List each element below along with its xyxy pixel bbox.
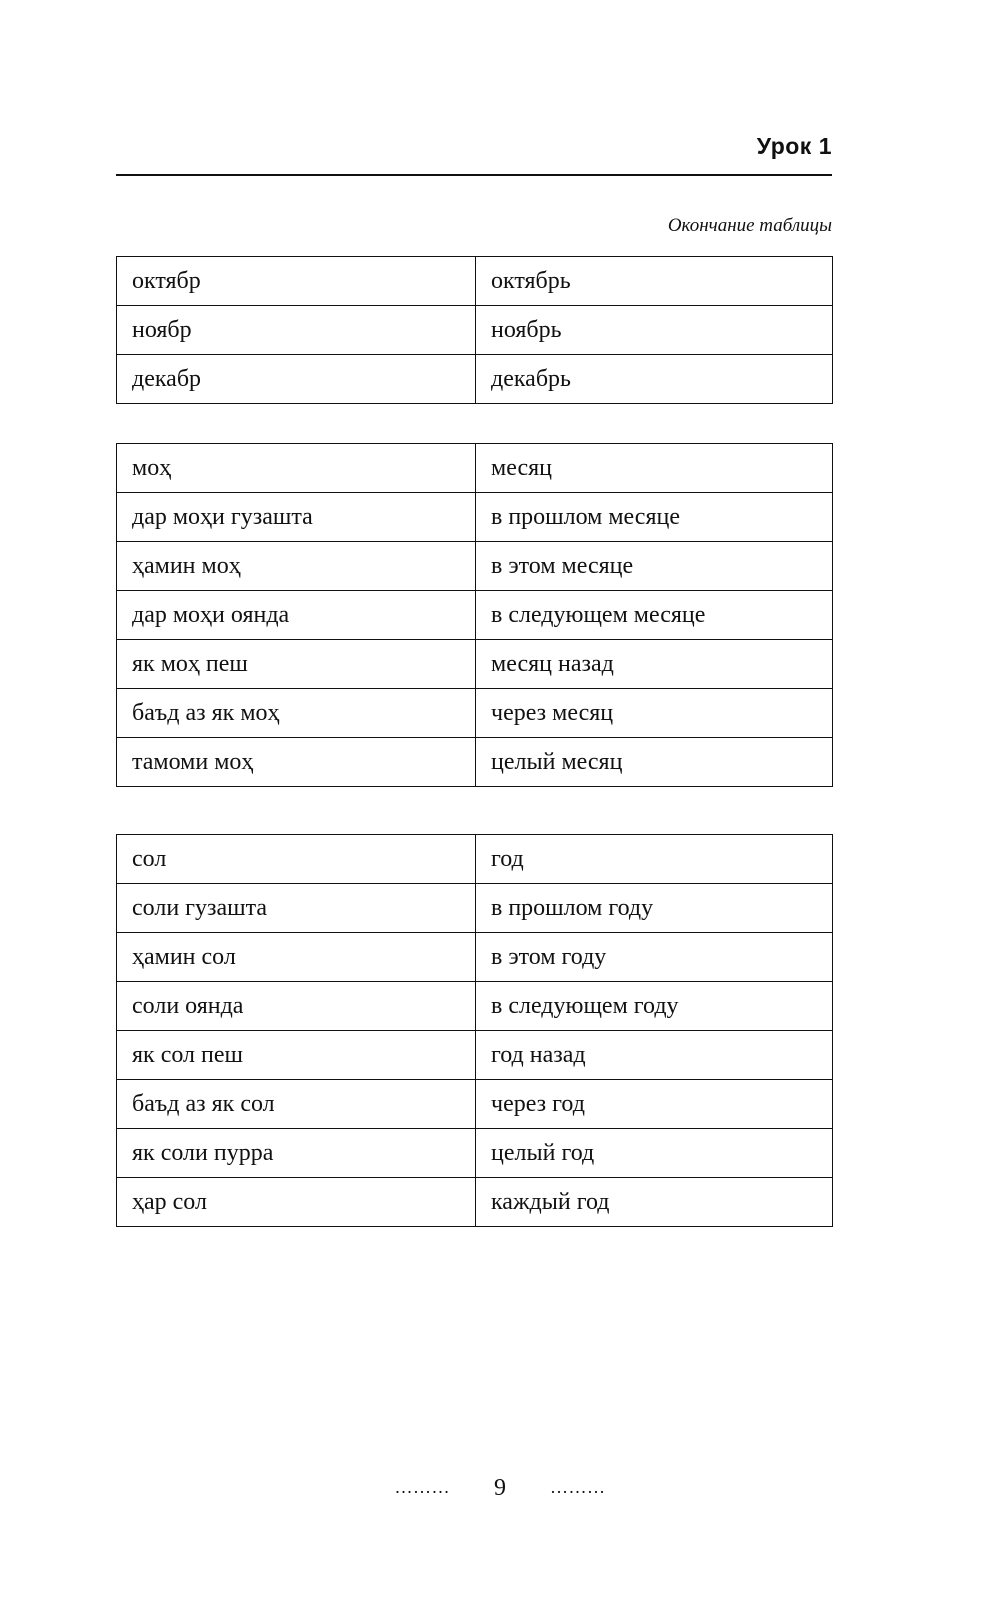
russian-translation: через месяц bbox=[476, 689, 833, 738]
table-row bbox=[117, 982, 833, 1031]
tajik-term: моҳ bbox=[117, 444, 476, 493]
russian-translation: каждый год bbox=[476, 1178, 833, 1227]
tajik-term: декабр bbox=[117, 355, 476, 404]
table-row bbox=[117, 1178, 833, 1227]
table-row bbox=[117, 689, 833, 738]
russian-translation: через год bbox=[476, 1080, 833, 1129]
page-number: 9 bbox=[494, 1475, 506, 1501]
table-caption: Окончание таблицы bbox=[667, 215, 832, 236]
table-row bbox=[117, 1080, 833, 1129]
russian-translation: октябрь bbox=[476, 257, 833, 306]
russian-translation: в этом году bbox=[476, 933, 833, 982]
vocab-table-year bbox=[116, 834, 833, 1227]
vocab-table-month bbox=[116, 443, 833, 787]
russian-translation: в прошлом году bbox=[476, 884, 833, 933]
page-footer bbox=[0, 1472, 1000, 1503]
table-row bbox=[117, 257, 833, 306]
table-row bbox=[117, 1129, 833, 1178]
tajik-term: баъд аз як сол bbox=[117, 1080, 476, 1129]
tajik-term: як моҳ пеш bbox=[117, 640, 476, 689]
tajik-term: ҳар сол bbox=[117, 1178, 476, 1227]
russian-translation: в прошлом месяце bbox=[476, 493, 833, 542]
tajik-term: баъд аз як моҳ bbox=[117, 689, 476, 738]
tajik-term: ҳамин сол bbox=[117, 933, 476, 982]
tajik-term: як сол пеш bbox=[117, 1031, 476, 1080]
table-row bbox=[117, 884, 833, 933]
header-rule bbox=[116, 174, 832, 176]
tajik-term: тамоми моҳ bbox=[117, 738, 476, 787]
tajik-term: дар моҳи гузашта bbox=[117, 493, 476, 542]
russian-translation: месяц bbox=[476, 444, 833, 493]
russian-translation: год назад bbox=[476, 1031, 833, 1080]
tajik-term: ноябр bbox=[117, 306, 476, 355]
russian-translation: в следующем месяце bbox=[476, 591, 833, 640]
russian-translation: декабрь bbox=[476, 355, 833, 404]
lesson-title: Урок 1 bbox=[756, 133, 832, 159]
russian-translation: в этом месяце bbox=[476, 542, 833, 591]
table-row bbox=[117, 493, 833, 542]
table-row bbox=[117, 835, 833, 884]
footer-dots-left: ……… bbox=[394, 1477, 450, 1497]
table-row bbox=[117, 1031, 833, 1080]
tajik-term: ҳамин моҳ bbox=[117, 542, 476, 591]
table-row bbox=[117, 591, 833, 640]
table-row bbox=[117, 355, 833, 404]
russian-translation: год bbox=[476, 835, 833, 884]
tajik-term: соли оянда bbox=[117, 982, 476, 1031]
table-row bbox=[117, 738, 833, 787]
russian-translation: целый год bbox=[476, 1129, 833, 1178]
tajik-term: дар моҳи оянда bbox=[117, 591, 476, 640]
russian-translation: целый месяц bbox=[476, 738, 833, 787]
tajik-term: октябр bbox=[117, 257, 476, 306]
tajik-term: як соли пурра bbox=[117, 1129, 476, 1178]
footer-dots-right: ……… bbox=[550, 1477, 606, 1497]
vocab-table-months bbox=[116, 256, 833, 404]
russian-translation: в следующем году bbox=[476, 982, 833, 1031]
russian-translation: ноябрь bbox=[476, 306, 833, 355]
tajik-term: соли гузашта bbox=[117, 884, 476, 933]
table-row bbox=[117, 306, 833, 355]
tajik-term: сол bbox=[117, 835, 476, 884]
russian-translation: месяц назад bbox=[476, 640, 833, 689]
table-row bbox=[117, 640, 833, 689]
table-row bbox=[117, 542, 833, 591]
table-row bbox=[117, 933, 833, 982]
table-row bbox=[117, 444, 833, 493]
